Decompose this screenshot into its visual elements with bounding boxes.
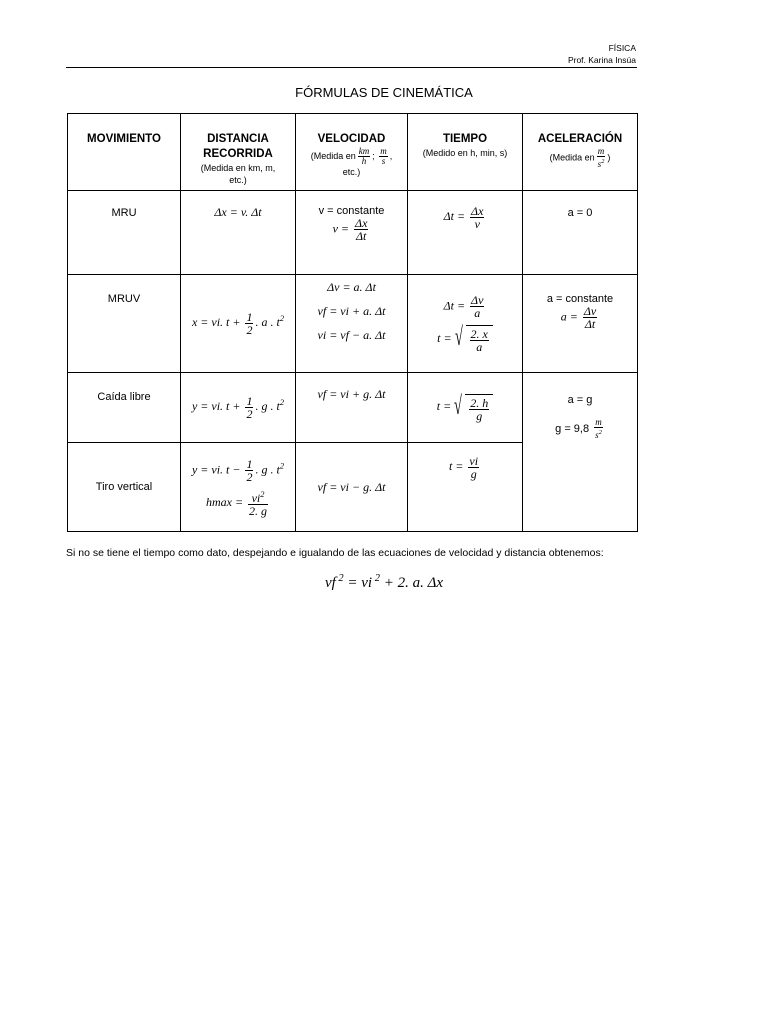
mru-velocidad-formula: v = $\frac{\Delta x}{\Delta t}$ xyxy=(332,216,368,243)
row-name-mru: MRU xyxy=(68,191,181,275)
col-velocidad xyxy=(296,114,408,191)
table-row-caida xyxy=(68,373,638,443)
col-movimiento xyxy=(68,114,181,191)
mru-velocidad-text: v = constante xyxy=(318,205,385,217)
page-title: FÓRMULAS DE CINEMÁTICA xyxy=(295,85,473,100)
col-aceleracion-sub: (Medida en $\frac{m}{s^2}$ ) xyxy=(549,146,611,169)
col-velocidad-sub: (Medida en $\frac{km}{h}$ ; $\frac{m}{s}$ , xyxy=(310,146,393,166)
col-distancia-label: DISTANCIA RECORRIDA xyxy=(203,133,273,160)
col-velocidad-label: VELOCIDAD xyxy=(317,133,386,145)
tiro-velocidad-formula: vf = vi − g. Δt xyxy=(296,443,408,532)
header-subject: FÍSICA xyxy=(608,43,636,53)
caida-velocidad-formula: vf = vi + g. Δt xyxy=(296,373,408,443)
col-movimiento-label: MOVIMIENTO xyxy=(87,133,161,145)
table-row-mru xyxy=(68,191,638,275)
col-tiempo-label: TIEMPO xyxy=(442,133,488,145)
col-velocidad-sub-pre: (Medida en xyxy=(310,150,356,161)
note-text: Si no se tiene el tiempo como dato, despejando e igualando de las ecuaciones de velocidad y distancia obtenemos: xyxy=(66,547,604,559)
mruv-aceleracion-text: a = constante xyxy=(546,293,614,305)
mru-distancia-formula: Δx = v. Δt xyxy=(181,191,296,275)
caida-tiro-aceleracion-cell xyxy=(523,373,638,532)
mruv-aceleracion-cell xyxy=(523,275,638,373)
row-name-mruv: MRUV xyxy=(68,275,181,373)
row-name-tiro: Tiro vertical xyxy=(68,443,181,532)
final-equation: vf $^2$ = vi $^2$ + 2. a. Δx xyxy=(324,573,444,591)
tiro-tiempo-formula: t = $\frac{vi}{g}$ xyxy=(408,443,523,532)
col-aceleracion xyxy=(523,114,638,191)
mruv-distancia-formula: x = vi. t + $\frac{1}{2}$ . a . $t^2$ xyxy=(181,275,296,373)
aceleracion-g-value: g = 9,8 $\frac{m}{s^2}$ xyxy=(555,417,602,440)
mruv-tiempo-formulas: Δt = $\frac{\Delta v}{a}$ t = √ $\frac{2. x}{a}$ xyxy=(408,275,523,373)
col-distancia-sub: (Medida en km, m, etc.) xyxy=(200,163,276,185)
mruv-velocidad-formulas: Δv = a. Δt vf = vi + a. Δt vi = vf − a. Δt xyxy=(296,275,408,373)
tiro-distancia-formulas: y = vi. t − $\frac{1}{2}$ . g . $t^2$ hmax = $\frac{vi^2}{2. g}$ xyxy=(181,443,296,532)
col-aceleracion-sub-pre: (Medida en xyxy=(549,152,595,163)
col-tiempo-sub: (Medido en h, min, s) xyxy=(422,148,508,158)
mru-tiempo-formula: Δt = $\frac{\Delta x}{v}$ xyxy=(408,191,523,275)
caida-tiempo-formula: t = √ $\frac{2. h}{g}$ xyxy=(408,373,523,443)
mruv-aceleracion-formula: a = $\frac{\Delta v}{\Delta t}$ xyxy=(560,304,597,331)
formulas-table xyxy=(67,113,638,532)
aceleracion-a-g: a = g xyxy=(567,394,593,406)
table-row-mruv xyxy=(68,275,638,373)
mru-aceleracion: a = 0 xyxy=(523,191,638,275)
col-aceleracion-label: ACELERACIÓN xyxy=(537,133,623,145)
header-rule xyxy=(66,67,637,68)
col-velocidad-sub-post: etc.) xyxy=(342,167,361,177)
caida-distancia-formula: y = vi. t + $\frac{1}{2}$ . g . $t^2$ xyxy=(181,373,296,443)
row-name-caida: Caída libre xyxy=(68,373,181,443)
col-distancia xyxy=(181,114,296,191)
col-tiempo xyxy=(408,114,523,191)
header-author: Prof. Karina Insúa xyxy=(567,55,636,65)
mru-velocidad-cell xyxy=(296,191,408,275)
table-header-row xyxy=(68,114,638,191)
aceleracion-g-number: g = 9,8 xyxy=(555,422,590,435)
page-header xyxy=(568,42,636,66)
